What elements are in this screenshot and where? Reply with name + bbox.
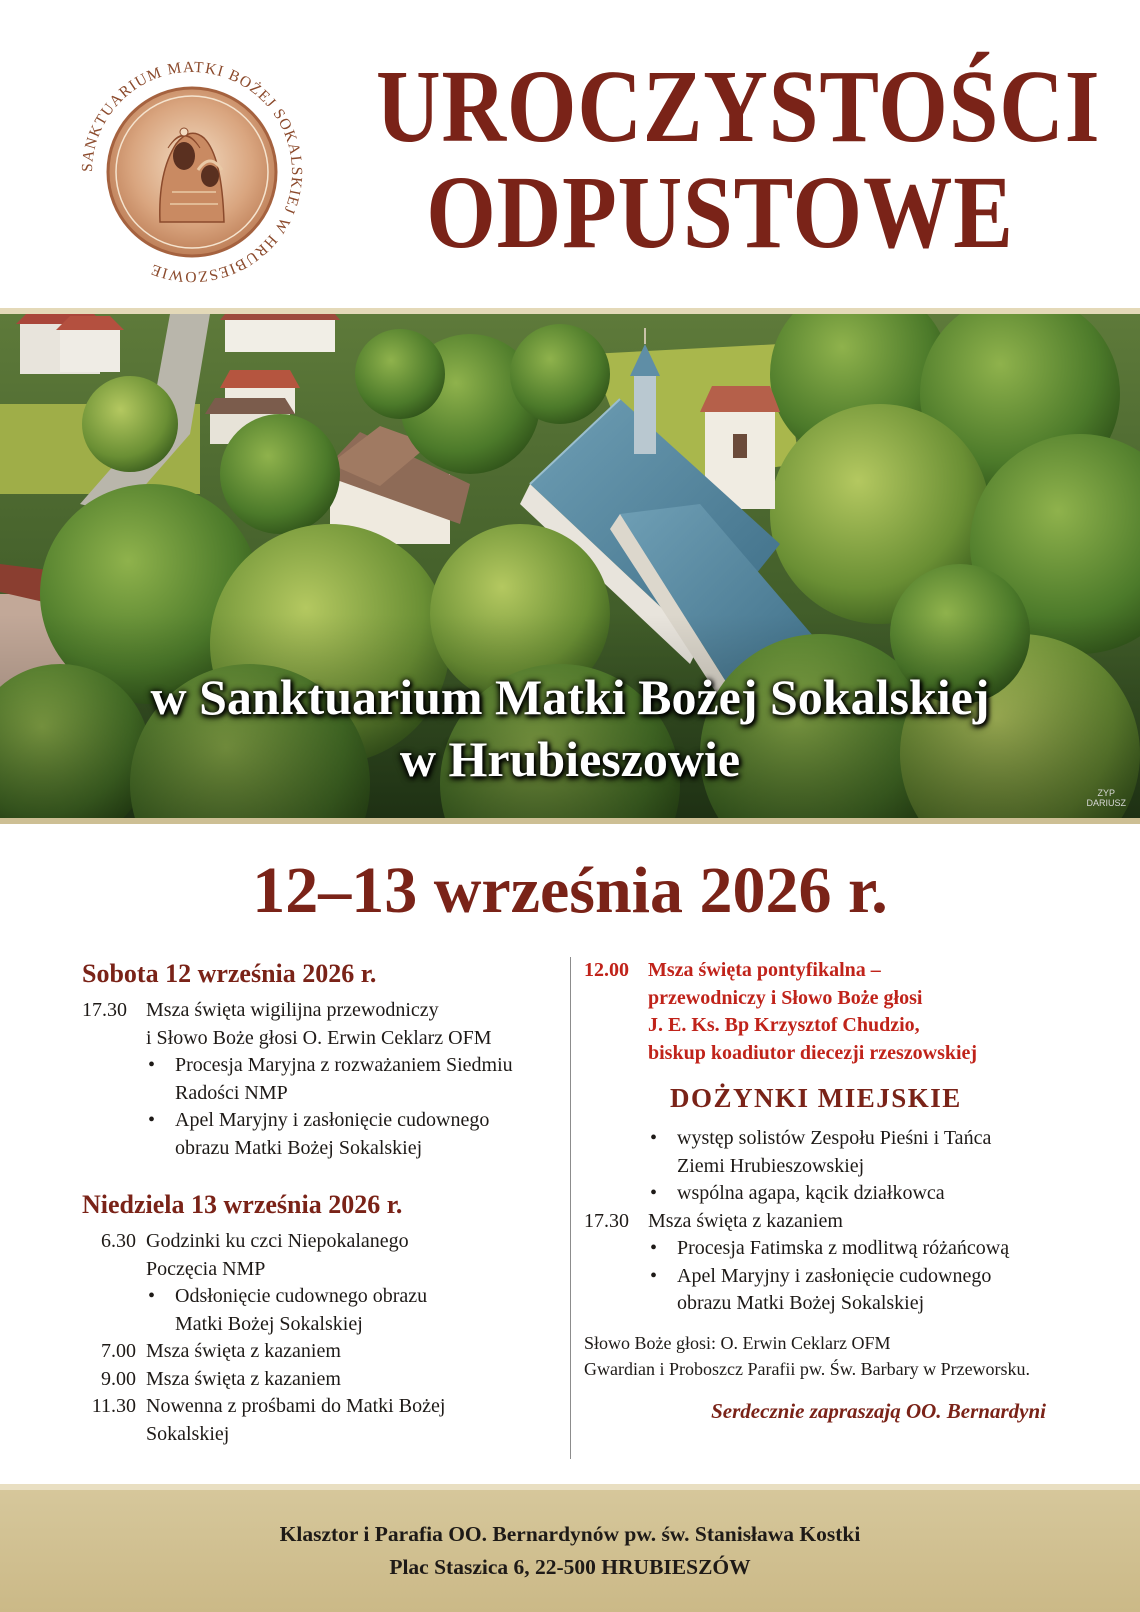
entry-text: Msza święta wigilijna przewodniczy — [146, 999, 439, 1021]
bullet-icon: • — [650, 1264, 658, 1287]
time: 17.30 — [584, 1209, 629, 1232]
bullet-line: Procesja Fatimska z modlitwą różańcową — [677, 1237, 1010, 1259]
entry-text: biskup koadiutor diecezji rzeszowskiej — [648, 1041, 978, 1064]
bullet-text — [175, 1107, 572, 1162]
entry-text: Poczęcia NMP — [146, 1257, 266, 1280]
bullet-line: Matki Bożej Sokalskiej — [175, 1312, 363, 1335]
pontifical-mass-entry — [584, 957, 1074, 1067]
schedule-right-column — [584, 957, 1074, 1425]
time-spacer — [82, 1256, 146, 1284]
preacher-note — [584, 1330, 1074, 1382]
title-line-2: ODPUSTOWE — [426, 155, 1014, 270]
dozynki-list — [584, 1125, 1074, 1208]
time-spacer — [82, 1025, 146, 1053]
time: 11.30 — [91, 1395, 136, 1417]
bullet-line: obrazu Matki Bożej Sokalskiej — [175, 1136, 423, 1159]
time-spacer — [584, 1012, 648, 1040]
schedule-row — [584, 1012, 1074, 1040]
invitation-text: Serdecznie zapraszają OO. Bernardyni — [711, 1398, 1046, 1423]
bullet-line: wspólna agapa, kącik działkowca — [677, 1182, 945, 1204]
bullet-text — [677, 1180, 1074, 1208]
photographer-credit — [1086, 788, 1126, 808]
sunday-heading: Niedziela 13 września 2026 r. — [82, 1190, 403, 1219]
bullet-text — [677, 1125, 1074, 1180]
list-item — [584, 1125, 1074, 1180]
entry-text: Godzinki ku czci Niepokalanego — [146, 1230, 409, 1252]
schedule-row — [82, 1366, 572, 1394]
schedule-row — [82, 1393, 572, 1421]
note-line-1: Słowo Boże głosi: O. Erwin Ceklarz OFM — [584, 1332, 891, 1353]
schedule-row — [82, 1228, 572, 1256]
time: 9.00 — [101, 1367, 136, 1390]
seal-ring-text: SANKTUARIUM MATKI BOŻEJ SOKALSKIEJ W HRUBIESZOWIE — [78, 58, 306, 286]
time: 6.30 — [101, 1230, 136, 1252]
sanctuary-seal — [72, 52, 312, 292]
list-item — [584, 1263, 1074, 1318]
list-item — [584, 1180, 1074, 1208]
schedule-row — [82, 1256, 572, 1284]
schedule-row — [584, 985, 1074, 1013]
bullet-line: Radości NMP — [175, 1081, 288, 1104]
credit-mark: ZYP — [1097, 788, 1115, 798]
photo-caption — [0, 666, 1140, 790]
time: 7.00 — [101, 1340, 136, 1362]
evening-mass-entry — [584, 1208, 1074, 1318]
bullet-icon: • — [650, 1127, 658, 1149]
dozynki-heading: DOŻYNKI MIEJSKIE — [670, 1083, 962, 1113]
note-line-2: Gwardian i Proboszcz Parafii pw. Św. Barbary w Przeworsku. — [584, 1358, 1031, 1379]
bullet-icon: • — [650, 1237, 658, 1259]
bullet-line: obrazu Matki Bożej Sokalskiej — [677, 1292, 925, 1314]
bullet-icon: • — [148, 1054, 156, 1076]
schedule-row — [82, 1025, 572, 1053]
page-title — [376, 49, 1101, 270]
entry-text: Msza święta z kazaniem — [648, 1209, 843, 1232]
entry-text: Nowenna z prośbami do Matki Bożej — [146, 1395, 446, 1417]
caption-line-1: w Sanktuarium Matki Bożej Sokalskiej — [150, 669, 990, 725]
time-spacer — [584, 1040, 648, 1068]
time: 17.30 — [82, 999, 127, 1021]
sunday-entries — [82, 1228, 572, 1448]
entry-text: i Słowo Boże głosi O. Erwin Ceklarz OFM — [146, 1026, 492, 1049]
entry-text: Msza święta pontyfikalna – — [648, 959, 881, 981]
schedule-row — [82, 1421, 572, 1449]
schedule-left-column — [82, 957, 572, 1448]
entry-text: przewodniczy i Słowo Boże głosi — [648, 986, 923, 1009]
event-date: 12–13 września 2026 r. — [252, 854, 888, 927]
bullet-text — [677, 1263, 1074, 1318]
title-line-1: UROCZYSTOŚCI — [376, 49, 1101, 164]
list-item — [82, 1283, 572, 1338]
bullet-text — [175, 1283, 572, 1338]
bullet-line: Procesja Maryjna z rozważaniem Siedmiu — [175, 1054, 513, 1076]
list-item — [82, 1107, 572, 1162]
bullet-icon: • — [148, 1285, 156, 1307]
entry-text: Msza święta z kazaniem — [146, 1367, 341, 1390]
footer-line-1: Klasztor i Parafia OO. Bernardynów pw. św. Stanisława Kostki — [279, 1522, 861, 1546]
bullet-line: Apel Maryjny i zasłonięcie cudownego — [677, 1264, 992, 1287]
schedule-row — [82, 997, 572, 1025]
footer-line-2: Plac Staszica 6, 22-500 HRUBIESZÓW — [389, 1555, 751, 1579]
time: 12.00 — [584, 959, 629, 981]
bullet-icon: • — [650, 1182, 658, 1204]
bullet-text — [175, 1052, 572, 1107]
schedule-row — [82, 1338, 572, 1366]
photo-frame — [0, 308, 1140, 824]
saturday-entry — [82, 997, 572, 1162]
sanctuary-logo — [72, 52, 312, 292]
time-spacer — [82, 1421, 146, 1449]
entry-text: Sokalskiej — [146, 1422, 230, 1445]
schedule-row — [584, 1208, 1074, 1236]
entry-text: J. E. Ks. Bp Krzysztof Chudzio, — [648, 1014, 920, 1036]
caption-line-2: w Hrubieszowie — [399, 731, 741, 787]
list-item — [584, 1235, 1074, 1263]
time-spacer — [584, 985, 648, 1013]
entry-text: Msza święta z kazaniem — [146, 1340, 341, 1362]
column-divider — [570, 957, 571, 1459]
credit-name: DARIUSZ — [1086, 798, 1126, 808]
list-item — [82, 1052, 572, 1107]
bullet-line: Ziemi Hrubieszowskiej — [677, 1154, 865, 1177]
schedule-row — [584, 957, 1074, 985]
bullet-icon: • — [148, 1109, 156, 1131]
footer-address — [0, 1490, 1140, 1584]
footer — [0, 1490, 1140, 1612]
bullet-line: Apel Maryjny i zasłonięcie cudownego — [175, 1109, 490, 1131]
saturday-heading: Sobota 12 września 2026 r. — [82, 959, 377, 988]
bullet-line: występ solistów Zespołu Pieśni i Tańca — [677, 1127, 992, 1149]
bullet-line: Odsłonięcie cudownego obrazu — [175, 1285, 428, 1307]
bullet-text — [677, 1235, 1074, 1263]
schedule-row — [584, 1040, 1074, 1068]
aerial-church-photo — [0, 314, 1140, 818]
